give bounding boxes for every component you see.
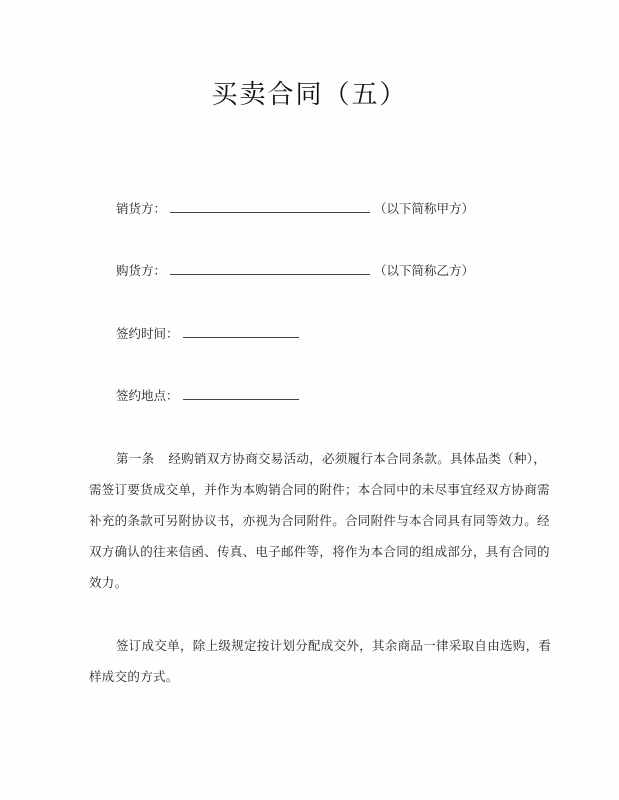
seller-blank-line[interactable] xyxy=(170,198,370,213)
article-number: 第一条 xyxy=(116,451,155,466)
article-1-line-4: 双方确认的往来信函、传真、电子邮件等，将作为本合同的组成部分，具有合同的 xyxy=(89,544,550,559)
document-title: 买卖合同（五） xyxy=(211,80,408,110)
article-1-line-3: 补充的条款可另附协议书，亦视为合同附件。合同附件与本合同具有同等效力。经 xyxy=(89,513,550,528)
signing-place-blank-line[interactable] xyxy=(183,385,299,400)
article-1-line-2: 需签订要货成交单，并作为本购销合同的附件；本合同中的未尽事宜经双方协商需 xyxy=(89,482,550,497)
signing-time-blank-line[interactable] xyxy=(183,323,299,338)
paragraph-2-line-2: 样成交的方式。 xyxy=(89,669,179,684)
seller-field xyxy=(116,197,474,217)
buyer-blank-line[interactable] xyxy=(170,260,370,275)
paragraph-2-line-1: 签订成交单，除上级规定按计划分配成交外，其余商品一律采取自由选购，看 xyxy=(116,638,552,653)
article-1-line-5: 效力。 xyxy=(89,575,128,590)
buyer-field xyxy=(116,259,474,279)
signing-place-field xyxy=(116,384,299,404)
signing-time-field xyxy=(116,322,299,342)
article-1-line-1: 第一条 经购销双方协商交易活动，必须履行本合同条款。具体品类（种）， xyxy=(116,451,547,466)
paragraph-2 xyxy=(89,630,552,692)
signing-time-label: 签约时间： xyxy=(116,326,179,341)
seller-note: （以下简称甲方） xyxy=(374,201,475,216)
signing-place-label: 签约地点： xyxy=(116,388,179,403)
article-1 xyxy=(89,443,550,598)
seller-label: 销货方： xyxy=(116,201,167,216)
buyer-label: 购货方： xyxy=(116,263,167,278)
buyer-note: （以下简称乙方） xyxy=(374,263,475,278)
